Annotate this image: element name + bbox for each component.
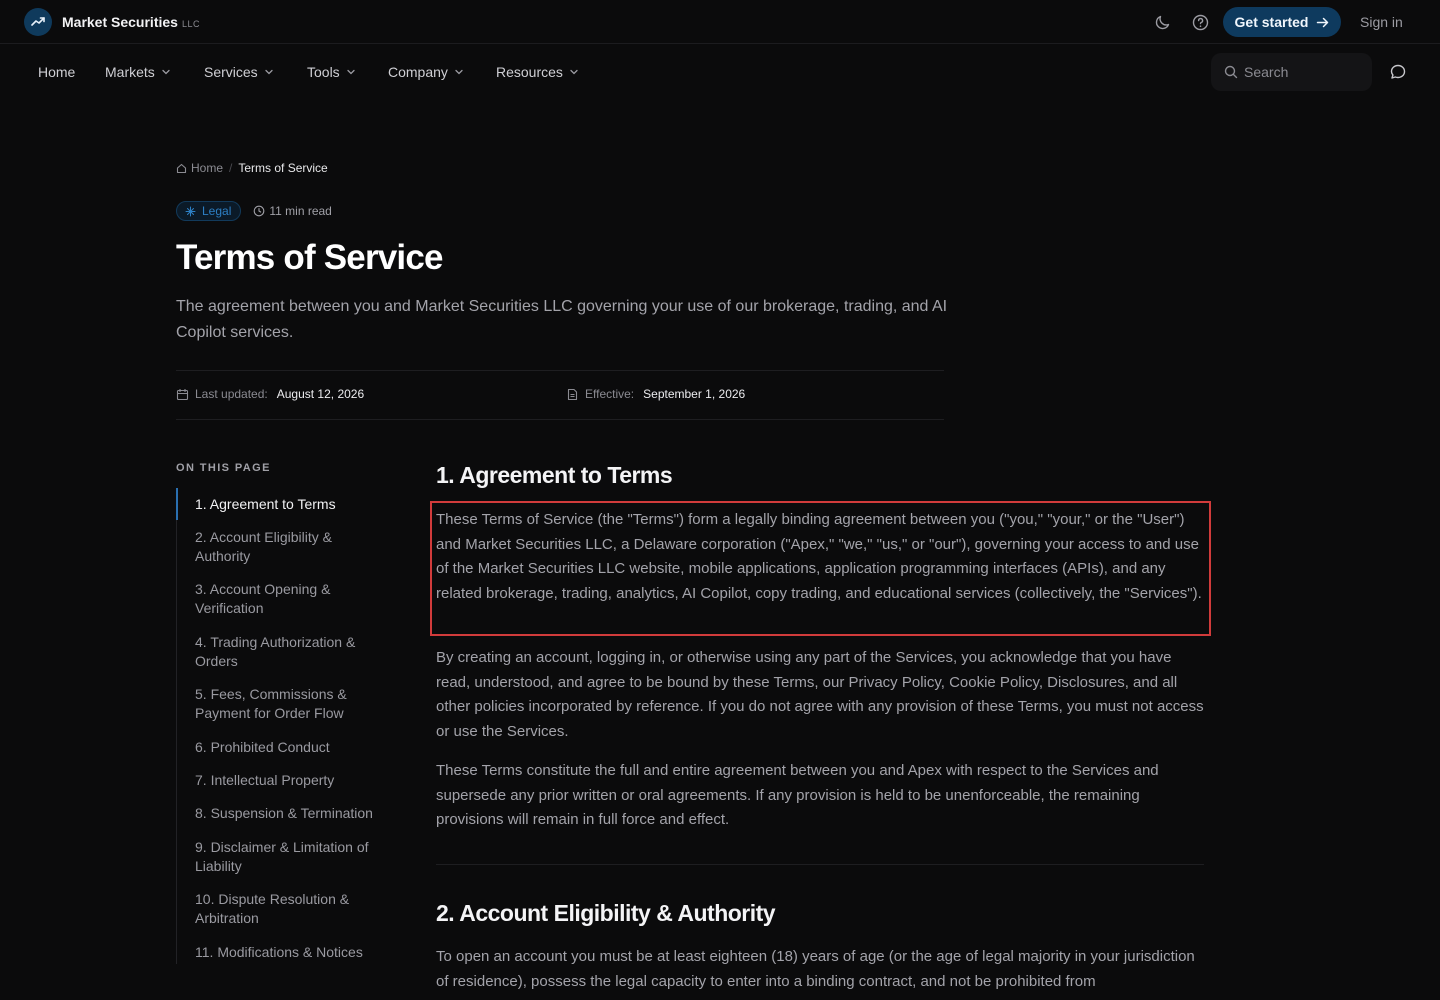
toc-item[interactable]: 8. Suspension & Termination: [195, 805, 373, 821]
nav-item-label: Resources: [496, 64, 563, 80]
moon-icon[interactable]: [1152, 12, 1172, 32]
section-heading: 1. Agreement to Terms: [436, 462, 673, 488]
nav-item-markets[interactable]: [105, 64, 171, 80]
section-paragraph: These Terms of Service (the "Terms") form a legally binding agreement between you ("you," "your," or the "User") and Market Securities LLC, a Delaware corporation ("Apex," "we," "us," or "our"), governing your access to and use of the Market Securities LLC website, mobile applications, application programming interfaces (APIs), and any related brokerage, trading, analytics, AI Copilot, copy trading, and educational services (collectively, the "Services").: [436, 511, 1202, 602]
search-input[interactable]: [1211, 53, 1372, 91]
table-of-contents: [176, 488, 386, 964]
clock-icon: [253, 205, 265, 217]
read-time-label: 11 min read: [269, 204, 332, 218]
page-title: Terms of Service: [176, 238, 443, 277]
page-subtitle: The agreement between you and Market Securities LLC governing your use of our brokerage, trading, and AI Copilot services.: [176, 298, 948, 341]
sign-in-link[interactable]: Sign in: [1360, 14, 1403, 30]
toc-item[interactable]: 5. Fees, Commissions & Payment for Order Flow: [195, 686, 347, 721]
dates-bar: [176, 370, 944, 420]
section-heading: 2. Account Eligibility & Authority: [436, 900, 776, 926]
calendar-icon: [176, 388, 189, 401]
legal-tag[interactable]: [176, 201, 241, 221]
nav-item-label: Tools: [307, 64, 340, 80]
search-placeholder: Search: [1244, 64, 1289, 80]
toc-item[interactable]: 7. Intellectual Property: [195, 772, 335, 788]
nav-item-label: Markets: [105, 64, 155, 80]
chevron-down-icon: [264, 67, 274, 77]
last-updated-label: Last updated:: [195, 387, 268, 401]
brand-title: Market Securities: [62, 14, 178, 30]
toc-item[interactable]: 9. Disclaimer & Limitation of Liability: [195, 839, 369, 874]
breadcrumb-home-label: Home: [191, 161, 224, 175]
nav-item-tools[interactable]: [307, 64, 356, 80]
breadcrumb: [176, 161, 328, 175]
highlight-box: [430, 501, 1211, 636]
chat-icon[interactable]: [1389, 63, 1407, 86]
toc-item[interactable]: 2. Account Eligibility & Authority: [195, 529, 332, 564]
nav-item-home[interactable]: [38, 64, 75, 80]
get-started-label: Get started: [1234, 14, 1309, 30]
breadcrumb-home[interactable]: [176, 161, 223, 175]
meta-row: [176, 201, 332, 221]
read-time: [253, 204, 331, 218]
chevron-down-icon: [569, 67, 579, 77]
help-icon[interactable]: [1190, 12, 1210, 32]
effective-value: September 1, 2026: [643, 387, 746, 401]
toc-item[interactable]: 1. Agreement to Terms: [195, 496, 336, 512]
sparkle-icon: [185, 206, 196, 217]
home-icon: [176, 163, 187, 174]
legal-tag-label: Legal: [202, 204, 232, 218]
toc-item[interactable]: 6. Prohibited Conduct: [195, 739, 330, 755]
brand-suffix: LLC: [181, 19, 200, 29]
nav-item-services[interactable]: [204, 64, 274, 80]
chevron-down-icon: [161, 67, 171, 77]
effective-label: Effective:: [585, 387, 635, 401]
section-paragraph: By creating an account, logging in, or otherwise using any part of the Services, you acknowledge that you have read, understood, and agree to be bound by these Terms, our Privacy Policy, Cookie Policy, Disclosures, and all other policies incorporated by reference. If you do not agree with any provision of these Terms, you must not access or use the Services.: [436, 649, 1204, 740]
document-icon: [566, 388, 579, 401]
nav-item-resources[interactable]: [496, 64, 579, 80]
toc-heading: ON THIS PAGE: [176, 462, 271, 474]
section-paragraph: To open an account you must be at least eighteen (18) years of age (or the age of legal majority in your jurisdiction of residence), possess the legal capacity to enter into a binding contract, and not be prohibited from: [436, 948, 1195, 990]
last-updated: [176, 387, 364, 401]
brand-name[interactable]: [62, 14, 200, 30]
nav-item-label: Home: [38, 64, 76, 80]
toc-item[interactable]: 11. Modifications & Notices: [195, 944, 363, 960]
toc-item[interactable]: 3. Account Opening & Verification: [195, 581, 331, 616]
effective-date: [566, 387, 745, 401]
chevron-down-icon: [454, 67, 464, 77]
logo-icon[interactable]: [24, 8, 52, 36]
nav-item-label: Company: [388, 64, 448, 80]
section-divider: [436, 864, 1204, 865]
toc-active-indicator: [176, 488, 178, 520]
breadcrumb-current: Terms of Service: [238, 161, 328, 175]
nav-item-company[interactable]: [388, 64, 464, 80]
main-nav: [0, 44, 1440, 100]
top-bar: [0, 0, 1440, 44]
section-paragraph: These Terms constitute the full and entire agreement between you and Apex with respect to the Services and supersede any prior written or oral agreements. If any provision is held to be unenforceable, the remaining provisions will remain in full force and effect.: [436, 762, 1159, 828]
toc-item[interactable]: 10. Dispute Resolution & Arbitration: [195, 891, 350, 926]
arrow-right-icon: [1316, 16, 1329, 29]
chevron-down-icon: [346, 67, 356, 77]
last-updated-value: August 12, 2026: [276, 387, 365, 401]
toc-item[interactable]: 4. Trading Authorization & Orders: [195, 634, 356, 669]
search-icon: [1224, 65, 1238, 79]
get-started-button[interactable]: [1223, 7, 1341, 37]
breadcrumb-separator: /: [229, 161, 233, 175]
nav-item-label: Services: [204, 64, 258, 80]
